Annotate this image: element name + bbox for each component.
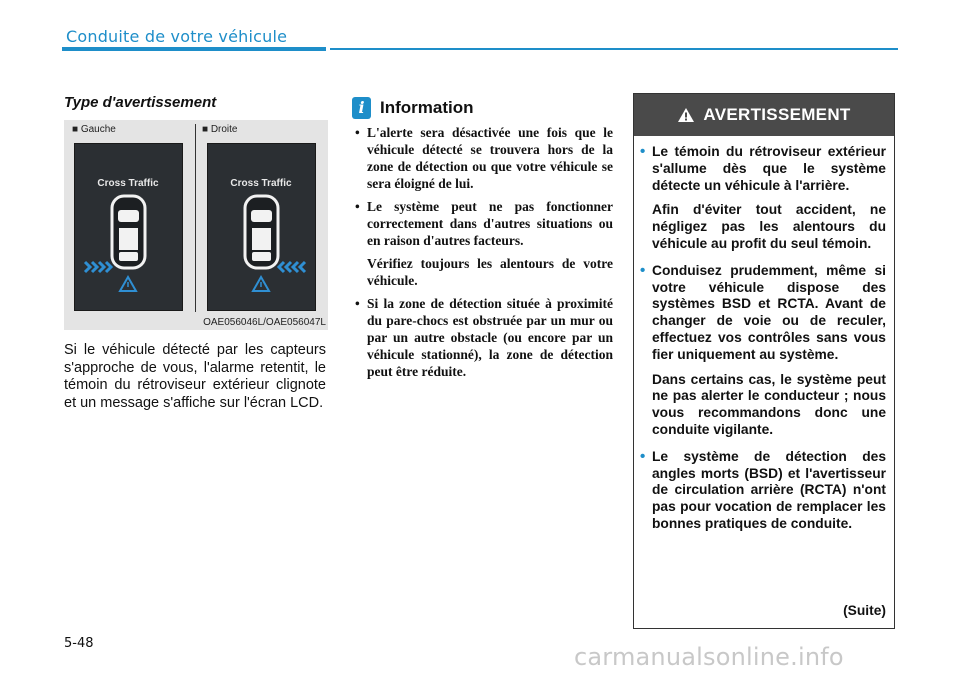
lcd-figure: [64, 120, 328, 330]
continued-label: (Suite): [843, 603, 886, 618]
car-top-view-icon: [75, 144, 182, 310]
figure-divider: [195, 124, 196, 312]
warning-icon: [677, 107, 695, 123]
warning-list: [640, 144, 886, 543]
body-paragraph: Si le véhicule détecté par les capteurs s'approche de vous, l'alarme retentit, le témoin du rétroviseur extérieur clignote et un message s'affiche sur l'écran LCD.: [64, 342, 326, 411]
watermark: carmanualsonline.info: [574, 643, 844, 671]
information-list: [355, 124, 613, 386]
section-title: Type d'avertissement: [64, 94, 217, 111]
header-rule-thick: [62, 47, 326, 51]
bullet-icon: •: [640, 261, 646, 279]
list-item: • Le système peut ne pas fonctionner correctement dans d'autres situations ou en raison d'autres facteurs. Vérifiez toujours les alentours de votre véhicule.: [355, 199, 613, 288]
header-rule-thin: [330, 48, 898, 50]
arrow-right-icon: [279, 262, 305, 272]
warning-header: [634, 94, 894, 136]
bullet-icon: •: [640, 447, 646, 465]
warning-title: AVERTISSEMENT: [703, 105, 851, 124]
lcd-screen-right: [207, 143, 316, 311]
info-icon: i: [352, 97, 371, 119]
list-item: • Si la zone de détection située à proximité du pare-chocs est obstruée par un mur ou par un autre obstacle (ou encore par un véhicule stationné), la zone de détection peut être réduite.: [355, 296, 613, 379]
warning-box: [633, 93, 895, 629]
information-header: [352, 96, 474, 120]
car-top-view-icon: [208, 144, 315, 310]
list-item: • Le témoin du rétroviseur extérieur s'allume dès que le système détecte un véhicule à l'arrière. Afin d'éviter tout accident, ne négligez pas les alentours du véhicule au profit du seul témoin.: [640, 143, 886, 251]
figure-label-left: ■ Gauche: [72, 124, 116, 135]
list-item: • L'alerte sera désactivée une fois que le véhicule détecté se trouvera hors de la zone de détection ou que votre véhicule se sera éloigné de lui.: [355, 125, 613, 191]
list-item: • Conduisez prudemment, même si votre véhicule dispose des systèmes BSD et RCTA. Avant de changer de voie ou de reculer, effectuez vos contrôles sans vous fier uniquement au système. Dans certains cas, le système peut ne pas alerter le conducteur ; nous vous recommandons donc une conduite vigilante.: [640, 261, 886, 437]
bullet-icon: •: [640, 143, 646, 160]
list-item: • Le système de détection des angles morts (BSD) et l'avertisseur de circulation arrière (RCTA) n'ont pas pour vocation de remplacer les bonnes pratiques de conduite.: [640, 447, 886, 531]
page-number: 5-48: [64, 636, 94, 651]
figure-label-right: ■ Droite: [202, 124, 238, 135]
chapter-title: Conduite de votre véhicule: [66, 27, 288, 46]
information-title: Information: [380, 98, 474, 117]
lcd-screen-left: [74, 143, 183, 311]
figure-code: OAE056046L/OAE056047L: [203, 317, 326, 328]
lcd-text-right: Cross Traffic: [230, 178, 292, 189]
lcd-text-left: Cross Traffic: [97, 178, 159, 189]
